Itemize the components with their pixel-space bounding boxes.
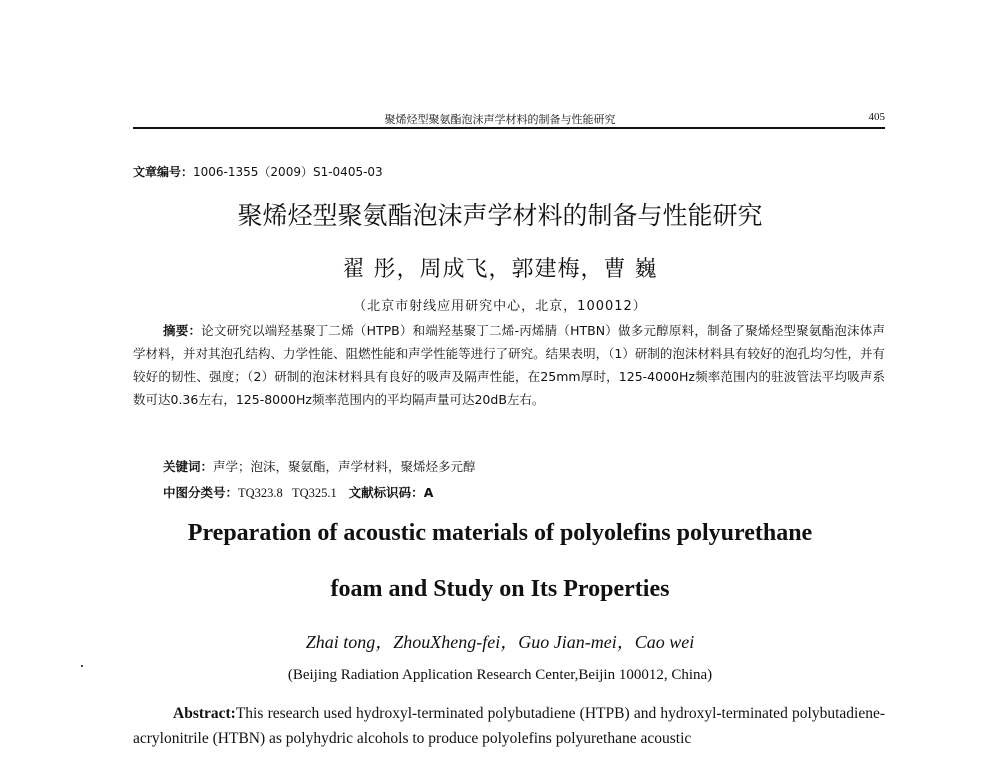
keywords-chinese-label: 关键词： [163, 459, 214, 474]
document-code-label: 文献标识码： [348, 485, 424, 500]
page-number: 405 [868, 111, 885, 123]
article-id-value: 1006-1355（2009）S1-0405-03 [193, 165, 383, 179]
scan-speck [81, 665, 83, 667]
affiliation-english: (Beijing Radiation Application Research Center,Beijin 100012, China) [287, 667, 713, 683]
title-chinese: 聚烯烃型聚氨酯泡沫声学材料的制备与性能研究 [237, 201, 763, 230]
keywords-chinese [163, 457, 476, 475]
running-header-title: 聚烯烃型聚氨酯泡沫声学材料的制备与性能研究 [384, 113, 616, 126]
abstract-english-label: Abstract: [173, 705, 236, 722]
keywords-chinese-text: 声学；泡沫，聚氨酯，声学材料，聚烯烃多元醇 [213, 459, 476, 474]
abstract-chinese [133, 319, 885, 411]
affiliation-chinese: （北京市射线应用研究中心，北京，100012） [353, 299, 647, 314]
abstract-english-text: This research used hydroxyl-terminated polybutadiene (HTPB) and hydroxyl-terminated polybutadiene-acrylonitrile (HTBN) as polyhydric alcohols to produce polyolefins polyurethane acoustic [133, 705, 885, 747]
article-id [133, 163, 383, 180]
authors-chinese: 翟 彤，周成飞，郭建梅，曹 巍 [342, 257, 658, 282]
article-id-label: 文章编号： [133, 165, 194, 179]
abstract-chinese-label: 摘要： [163, 323, 202, 338]
classification-chinese [163, 483, 433, 501]
classification-label: 中图分类号： [163, 485, 239, 500]
classification-value: TQ323.8 TQ325.1 [238, 486, 337, 500]
title-english-line1: Preparation of acoustic materials of polyolefins polyurethane [187, 520, 813, 546]
title-english-line2: foam and Study on Its Properties [330, 576, 670, 602]
document-code-value: A [423, 485, 434, 500]
abstract-english [133, 701, 885, 751]
header-rule [133, 127, 885, 129]
abstract-chinese-text: 论文研究以端羟基聚丁二烯（HTPB）和端羟基聚丁二烯-丙烯腈（HTBN）做多元醇原料，制备了聚烯烃型聚氨酯泡沫体声学材料，并对其泡孔结构、力学性能、阻燃性能和声学性能等进行了研究。结果表明，（1）研制的泡沫材料具有较好的泡孔均匀性，并有较好的韧性、强度；（2）研制的泡沫材料具有良好的吸声及隔声性能，在25mm厚时，125-4000Hz频率范围内的驻波管法平均吸声系数可达0.36左右，125-8000Hz频率范围内的平均隔声量可达20dB左右。 [133, 323, 885, 407]
authors-english: Zhai tong，ZhouXheng-fei，Guo Jian-mei，Cao wei [305, 632, 695, 652]
